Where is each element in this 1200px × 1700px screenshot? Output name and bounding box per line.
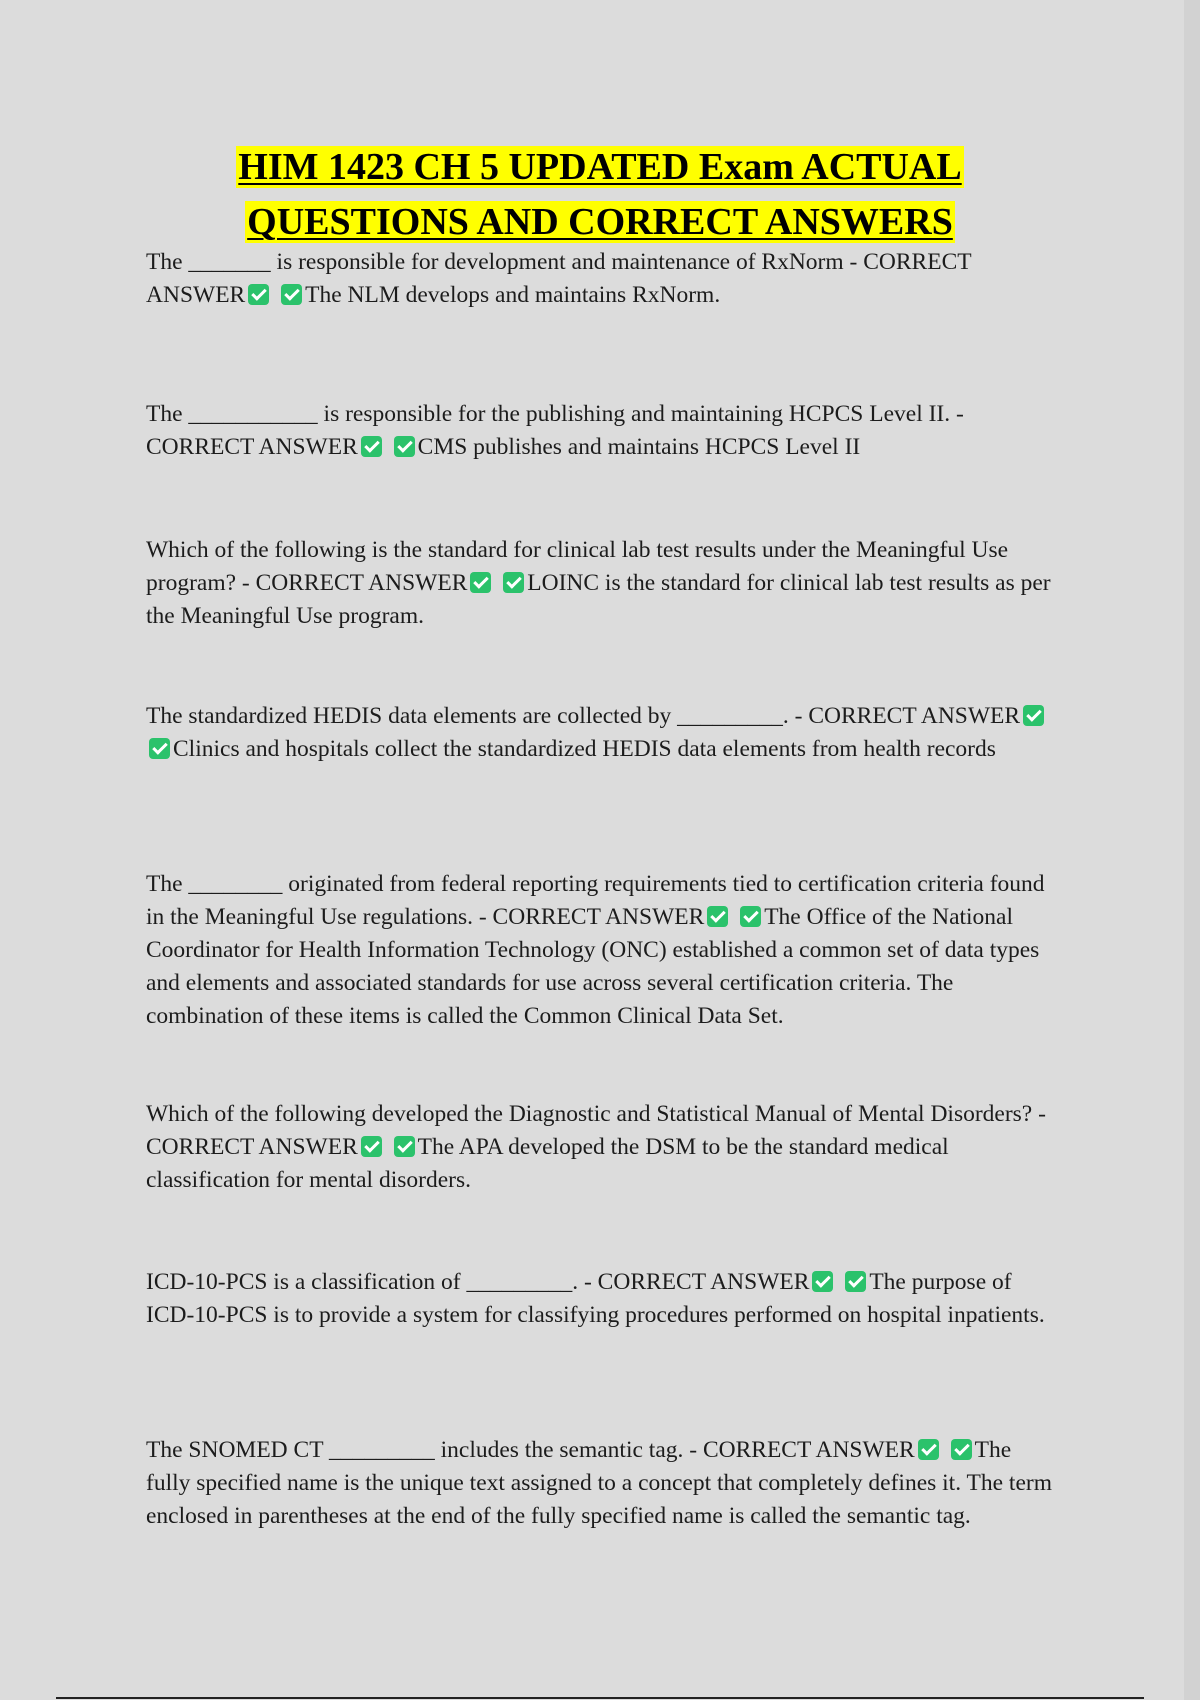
check-box-icon xyxy=(394,1136,415,1157)
check-box-icon xyxy=(361,436,382,457)
answer-text: CMS publishes and maintains HCPCS Level II xyxy=(417,434,861,460)
answer-text: The Office of the National Coordinator for Health Information Technology (ONC) established a common set of data types and elements and associated standards for use across several certification criteria. The combination of these items is called the Common Clinical Data Set. xyxy=(146,904,1040,1029)
question-text: Which of the following is the standard for clinical lab test results under the Meaningful Use program? - CORRECT ANSWER xyxy=(146,537,1009,596)
qa-item xyxy=(146,246,1058,312)
check-box-icon xyxy=(394,436,415,457)
question-text: The SNOMED CT _________ includes the semantic tag. - CORRECT ANSWER xyxy=(146,1437,915,1463)
answer-text: The NLM develops and maintains RxNorm. xyxy=(305,282,721,308)
check-box-icon xyxy=(951,1439,972,1460)
check-box-icon xyxy=(361,1136,382,1157)
question-text: ICD-10-PCS is a classification of _________. - CORRECT ANSWER xyxy=(146,1269,810,1295)
answer-text: LOINC is the standard for clinical lab test results as per the Meaningful Use program. xyxy=(146,570,1051,629)
qa-item xyxy=(146,534,1058,633)
page-edge xyxy=(1184,0,1200,1700)
title-line-2: QUESTIONS AND CORRECT ANSWERS xyxy=(247,201,953,243)
check-box-icon xyxy=(812,1271,833,1292)
question-text: Which of the following developed the Diagnostic and Statistical Manual of Mental Disorders? - CORRECT ANSWER xyxy=(146,1101,1046,1160)
check-box-icon xyxy=(740,906,761,927)
qa-item xyxy=(146,1098,1058,1197)
qa-item xyxy=(146,1434,1058,1533)
question-text: The standardized HEDIS data elements are collected by _________. - CORRECT ANSWER xyxy=(146,703,1021,729)
check-box-icon xyxy=(149,738,170,759)
answer-text: Clinics and hospitals collect the standardized HEDIS data elements from health records xyxy=(173,736,996,762)
answer-text: The fully specified name is the unique text assigned to a concept that completely defines it. The term enclosed in parentheses at the end of the fully specified name is called the semantic tag. xyxy=(146,1437,1053,1529)
check-box-icon xyxy=(1023,705,1044,726)
check-box-icon xyxy=(918,1439,939,1460)
check-box-icon xyxy=(281,284,302,305)
title-line-1: HIM 1423 CH 5 UPDATED Exam ACTUAL xyxy=(238,146,962,188)
qa-item xyxy=(146,1266,1058,1332)
check-box-icon xyxy=(845,1271,866,1292)
qa-item xyxy=(146,868,1058,1033)
check-box-icon xyxy=(503,572,524,593)
qa-item xyxy=(146,700,1058,766)
answer-text: The APA developed the DSM to be the standard medical classification for mental disorders. xyxy=(146,1134,949,1193)
question-text: The ___________ is responsible for the publishing and maintaining HCPCS Level II. - CORRECT ANSWER xyxy=(146,401,964,460)
check-box-icon xyxy=(707,906,728,927)
document-title xyxy=(146,140,1054,250)
question-text: The ________ originated from federal reporting requirements tied to certification criteria found in the Meaningful Use regulations. - CORRECT ANSWER xyxy=(146,871,1045,930)
qa-item xyxy=(146,398,1058,464)
check-box-icon xyxy=(470,572,491,593)
page-footer-divider xyxy=(56,1697,1144,1699)
answer-text: The purpose of ICD-10-PCS is to provide a system for classifying procedures performed on hospital inpatients. xyxy=(146,1269,1045,1328)
question-text: The _______ is responsible for development and maintenance of RxNorm - CORRECT ANSWER xyxy=(146,249,972,308)
check-box-icon xyxy=(248,284,269,305)
